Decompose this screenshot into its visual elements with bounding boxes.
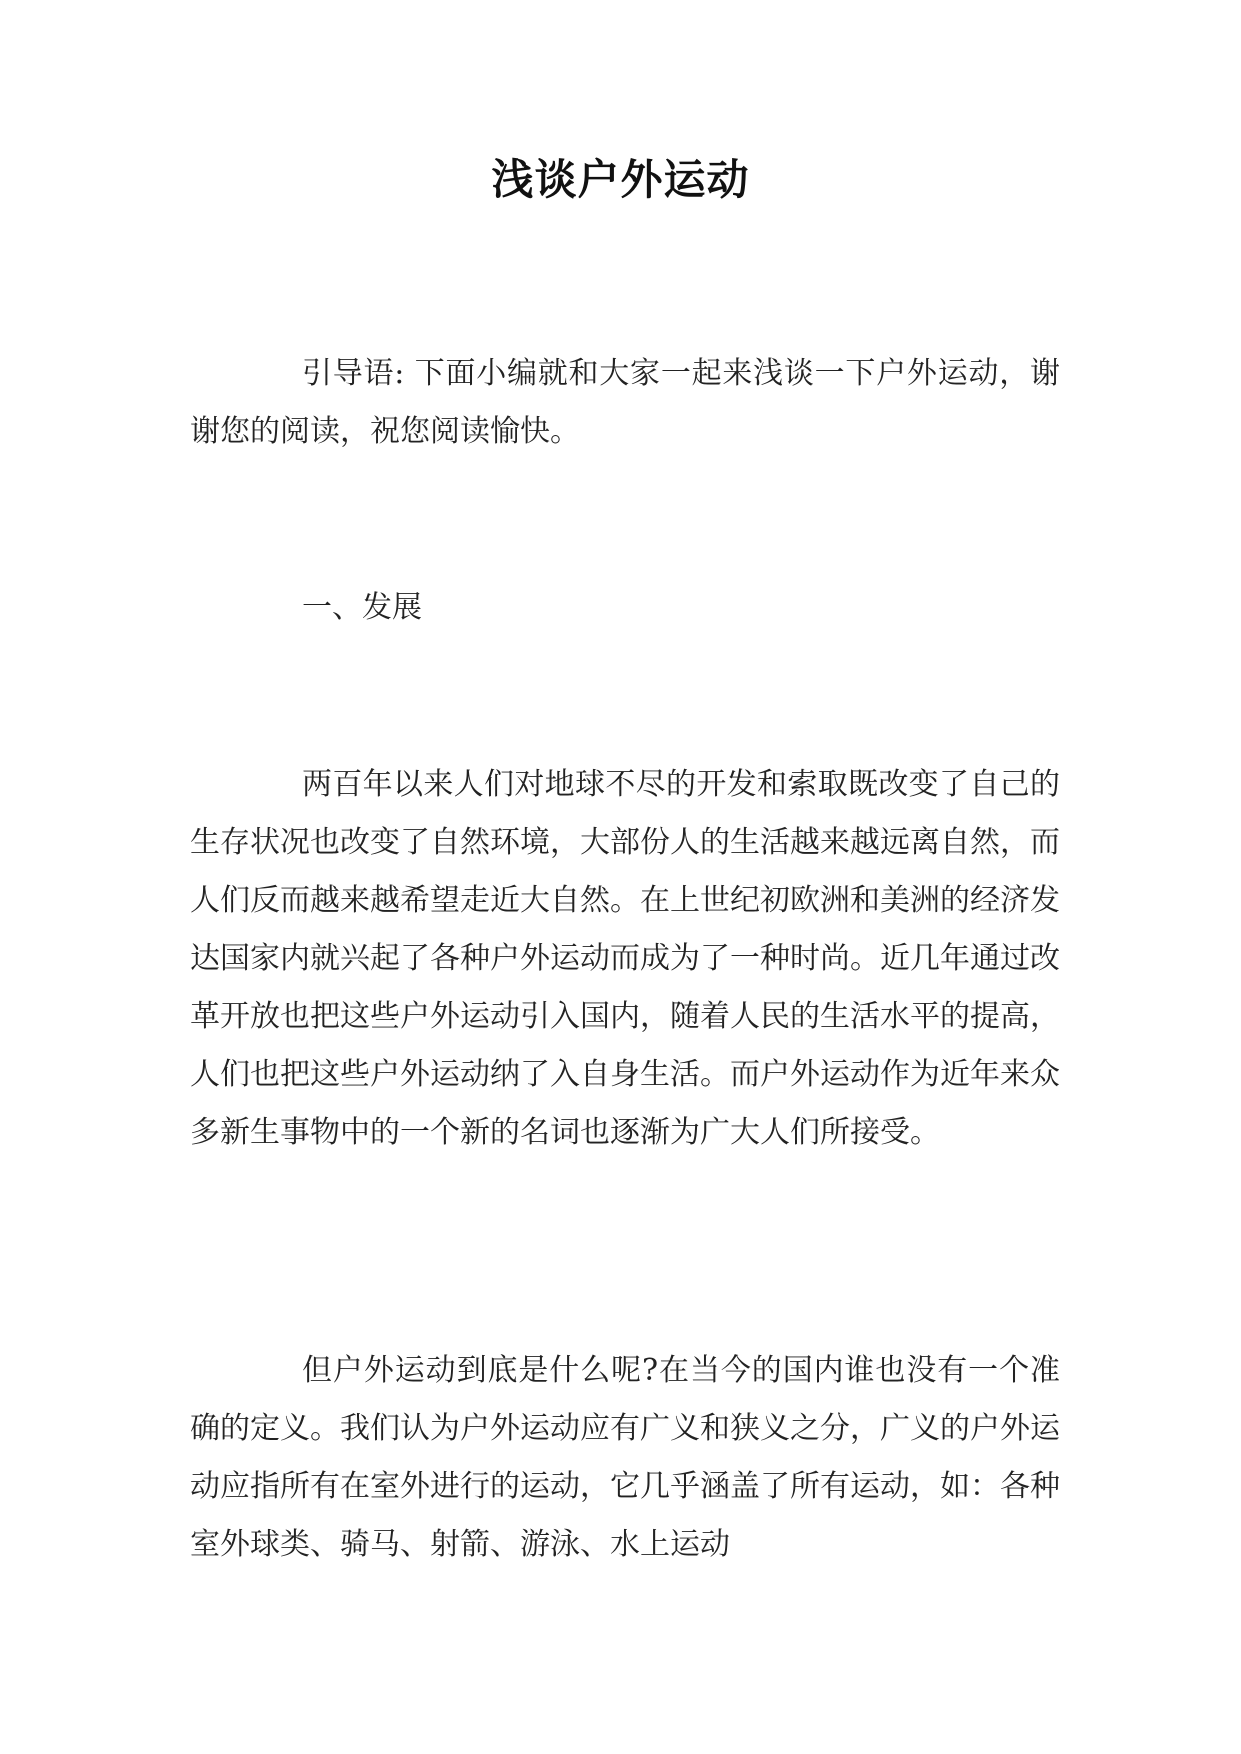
document-title: 浅谈户外运动 [491, 155, 750, 204]
body-paragraph: 两百年以来人们对地球不尽的开发和索取既改变了自己的生存状况也改变了自然环境，大部份人的生活越来越远离自然，而人们反而越来越希望走近大自然。在上世纪初欧洲和美洲的经济发达国家内就兴起了各种户外运动而成为了一种时尚。近几年通过改革开放也把这些户外运动引入国内，随着人民的生活水平的提高，人们也把这些户外运动纳了入自身生活。而户外运动作为近年来众多新生事物中的一个新的名词也逐渐为广大人们所接受。 [190, 767, 1060, 1150]
body-paragraph: 但户外运动到底是什么呢?在当今的国内谁也没有一个准确的定义。我们认为户外运动应有广义和狭义之分，广义的户外运动应指所有在室外进行的运动，它几乎涵盖了所有运动，如：各种室外球类、骑马、射箭、游泳、水上运动 [190, 1353, 1060, 1562]
intro-paragraph: 引导语: 下面小编就和大家一起来浅谈一下户外运动，谢谢您的阅读，祝您阅读愉快。 [190, 356, 1060, 449]
section-heading: 一、发展 [302, 590, 422, 625]
